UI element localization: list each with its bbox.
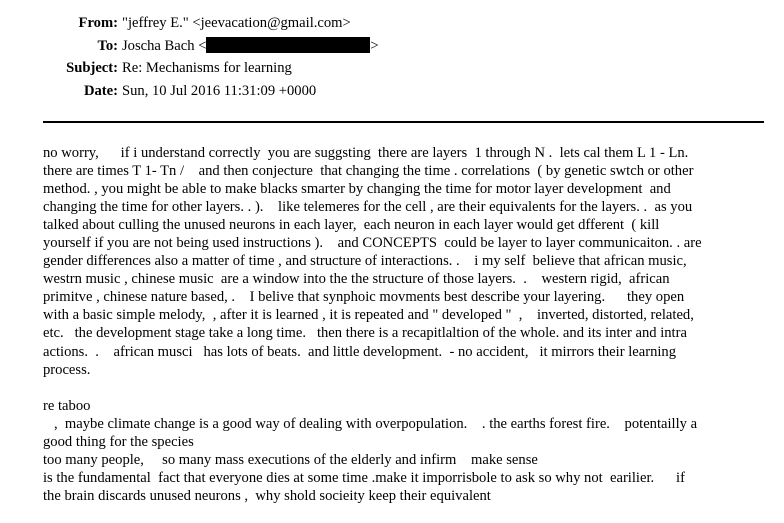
body-line: primitve , chinese nature based, . I belive that synphoic movments best describe your layering. they open <box>43 289 685 306</box>
email-header <box>0 12 784 102</box>
paragraph-gap <box>43 379 771 397</box>
body-line: gender differences also a matter of time , and structure of interactions. . i my self believe that african music, <box>43 253 687 270</box>
body-paragraph-1 <box>43 144 771 379</box>
body-line: re taboo <box>43 397 91 414</box>
subject-value: Re: Mechanisms for learning <box>122 60 292 77</box>
to-value <box>122 35 379 58</box>
date-row <box>0 80 784 103</box>
body-line: yourself if you are not being used instructions ). and CONCEPTS could be layer to layer communicaiton. . are <box>43 235 702 252</box>
body-line: there are times T 1- Tn / and then conjecture that changing the time . correlations ( by genetic swtch or other <box>43 163 694 180</box>
body-line: good thing for the species <box>43 433 194 450</box>
from-row <box>0 12 784 35</box>
redaction-box <box>206 37 370 53</box>
header-divider <box>43 121 764 123</box>
date-label: Date: <box>83 82 118 99</box>
subject-label: Subject: <box>66 60 118 77</box>
body-line: process. <box>43 361 91 378</box>
to-row <box>0 35 784 58</box>
to-value-suffix: > <box>370 37 379 54</box>
body-paragraph-2 <box>43 397 771 505</box>
body-line: changing the time for other layers. . ). like telemeres for the cell , are their equivalents for the layers. . as you <box>43 199 693 216</box>
body-line: etc. the development stage take a long time. then there is a recapitlaltion of the whole. and its inter and intra <box>43 325 687 342</box>
body-line: actions. . african musci has lots of beats. and little development. - no accident, it mirrors their learning <box>43 343 677 360</box>
body-line: no worry, if i understand correctly you are suggsting there are layers 1 through N . lets cal them L 1 - Ln. <box>43 145 689 161</box>
subject-row <box>0 57 784 80</box>
body-line: the brain discards unused neurons , why shold socieity keep their equivalent <box>43 487 491 504</box>
from-value: "jeffrey E." <jeevacation@gmail.com> <box>122 15 351 31</box>
body-line: , maybe climate change is a good way of dealing with overpopulation. . the earths forest fire. potentailly a <box>43 415 698 432</box>
body-line: is the fundamental fact that everyone dies at some time .make it imporrisbole to ask so why not earilier. if <box>43 469 685 486</box>
body-line: with a basic simple melody, , after it is learned , it is repeated and " developed " , inverted, distorted, related, <box>43 307 694 324</box>
body-line: talked about culling the unused neurons in each layer, each neuron in each layer would get dfferent ( kill <box>43 217 660 234</box>
body-line: westrn music , chinese music are a window into the the structure of those layers. . western rigid, african <box>43 271 670 288</box>
body-line: too many people, so many mass executions of the elderly and infirm make sense <box>43 451 538 468</box>
email-body <box>43 144 771 505</box>
body-line: method. , you might be able to make blacks smarter by changing the time for motor layer development and <box>43 181 671 198</box>
to-label: To: <box>97 37 118 54</box>
date-value: Sun, 10 Jul 2016 11:31:09 +0000 <box>122 82 317 99</box>
from-label: From: <box>78 15 118 31</box>
to-value-prefix: Joscha Bach < <box>122 37 207 54</box>
